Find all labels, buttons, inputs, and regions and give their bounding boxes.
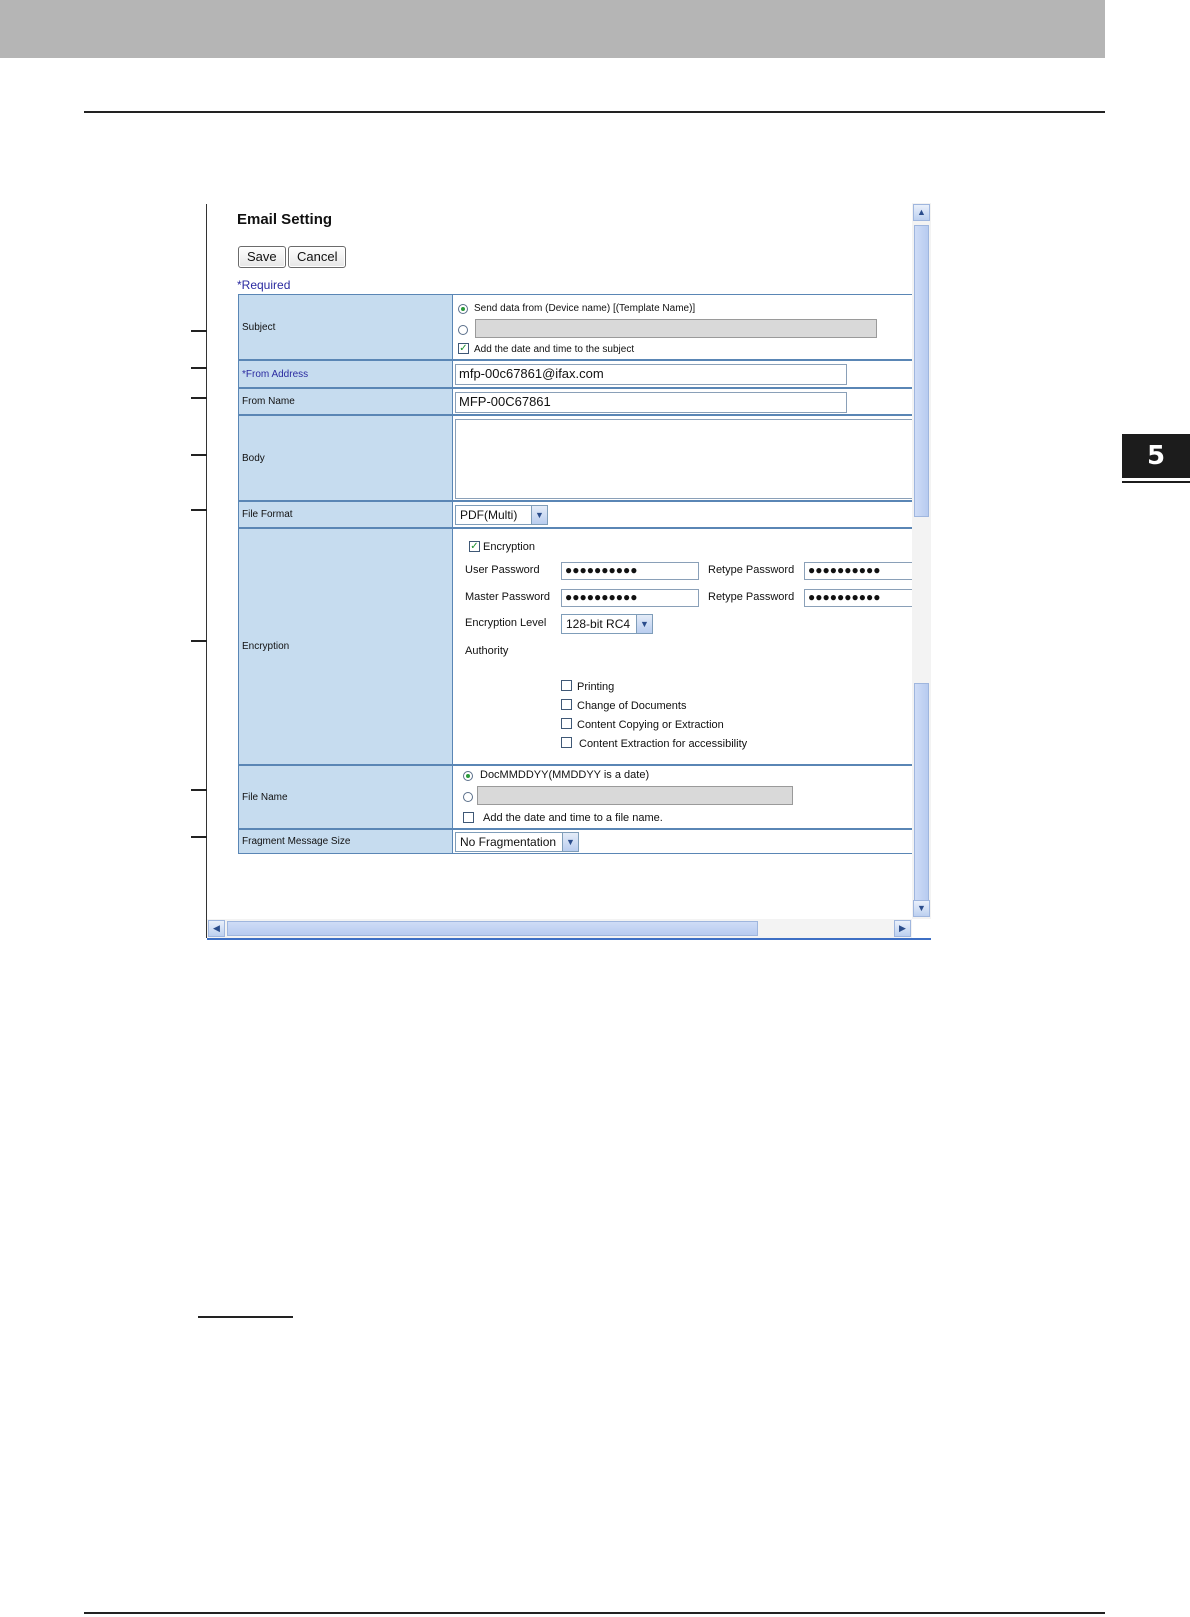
scroll-left-icon[interactable]: ◀: [208, 920, 225, 937]
chevron-down-icon[interactable]: ▼: [636, 615, 652, 633]
file-format-selected: PDF(Multi): [460, 508, 518, 522]
chevron-down-icon[interactable]: ▼: [531, 506, 547, 524]
file-name-default-option: DocMMDDYY(MMDDYY is a date): [480, 769, 650, 781]
horizontal-scroll-thumb[interactable]: [227, 921, 758, 936]
vertical-scroll-thumb[interactable]: [914, 225, 929, 517]
footer-rule: [84, 1612, 1105, 1614]
from-address-label-text: *From Address: [242, 368, 309, 380]
scroll-down-icon[interactable]: ▼: [913, 900, 930, 917]
encryption-label-text: Encryption: [242, 641, 290, 652]
from-address-input[interactable]: mfp-00c67861@ifax.com: [455, 364, 847, 385]
scroll-right-icon[interactable]: ▶: [894, 920, 911, 937]
encryption-level-label: Encryption Level: [465, 617, 547, 629]
body-textarea[interactable]: [455, 419, 912, 499]
window-bottom-border: [207, 938, 931, 940]
file-name-label: [238, 765, 453, 829]
subject-value-cell: [453, 294, 912, 360]
fragment-label-text: Fragment Message Size: [242, 836, 351, 847]
encryption-checkbox[interactable]: ✓: [470, 541, 479, 552]
chevron-down-icon[interactable]: ▼: [562, 833, 578, 851]
authority-copying-label: Content Copying or Extraction: [577, 719, 724, 731]
file-name-value-cell: [453, 765, 912, 829]
chapter-tab: 5: [1122, 434, 1190, 478]
file-format-label: [238, 501, 453, 528]
subject-default-radio[interactable]: [458, 304, 468, 314]
authority-change-docs-checkbox[interactable]: [561, 699, 572, 710]
file-name-label-text: File Name: [242, 791, 288, 803]
fragment-size-select[interactable]: [455, 832, 579, 852]
retype-master-password-label: Retype Password: [708, 591, 795, 603]
file-format-select[interactable]: [455, 505, 548, 525]
subject-datetime-label: Add the date and time to the subject: [474, 344, 635, 355]
horizontal-scrollbar[interactable]: [207, 919, 912, 938]
authority-accessibility-label: Content Extraction for accessibility: [579, 738, 748, 750]
retype-user-password-input[interactable]: ●●●●●●●●●●: [804, 562, 912, 580]
file-format-value-cell: [453, 501, 912, 528]
authority-printing-label: Printing: [577, 681, 615, 693]
master-password-label: Master Password: [465, 591, 550, 603]
body-value-cell: [453, 415, 912, 501]
fragment-label: [238, 829, 453, 854]
subject-custom-input[interactable]: [475, 319, 877, 338]
subject-label-text: Subject: [242, 321, 276, 333]
retype-master-password-input[interactable]: ●●●●●●●●●●: [804, 589, 912, 607]
file-name-default-radio[interactable]: [463, 771, 473, 781]
body-label: [238, 415, 453, 501]
encryption-value-cell: [453, 528, 912, 765]
user-password-label: User Password: [465, 564, 540, 576]
email-setting-window: [207, 203, 931, 939]
authority-change-docs-label: Change of Documents: [577, 700, 687, 712]
scroll-up-icon[interactable]: ▲: [913, 204, 930, 221]
header-band: [0, 0, 1105, 58]
encryption-level-select[interactable]: [561, 614, 653, 634]
master-password-input[interactable]: ●●●●●●●●●●: [561, 589, 699, 607]
authority-printing-checkbox[interactable]: [561, 680, 572, 691]
from-name-input[interactable]: MFP-00C67861: [455, 392, 847, 413]
encryption-checkbox-label: Encryption: [483, 541, 535, 553]
subject-datetime-checkbox[interactable]: ✓: [459, 343, 468, 354]
user-password-input[interactable]: ●●●●●●●●●●: [561, 562, 699, 580]
form-content: [207, 203, 912, 919]
from-address-label: [238, 360, 453, 388]
encryption-label: [238, 528, 453, 765]
fragment-value-cell: [453, 829, 912, 854]
authority-accessibility-checkbox[interactable]: [561, 737, 572, 748]
note-rule: [198, 1316, 293, 1318]
from-name-label: [238, 388, 453, 415]
vertical-scrollbar[interactable]: [912, 203, 931, 919]
vertical-scroll-thumb-lower[interactable]: [914, 683, 929, 901]
page-title: Email Setting: [237, 211, 333, 228]
file-format-label-text: File Format: [242, 509, 293, 520]
required-note: *Required: [237, 278, 291, 292]
from-address-value-cell: [453, 360, 912, 388]
encryption-level-selected: 128-bit RC4: [566, 617, 631, 631]
from-name-value-cell: [453, 388, 912, 415]
cancel-button[interactable]: Cancel: [288, 246, 346, 268]
header-rule: [84, 111, 1105, 113]
save-button[interactable]: Save: [238, 246, 286, 268]
body-label-text: Body: [242, 452, 265, 464]
chapter-tab-rule: [1122, 481, 1190, 483]
subject-default-option: Send data from (Device name) [(Template Name)]: [474, 303, 696, 314]
authority-label: Authority: [465, 645, 509, 657]
subject-custom-radio[interactable]: [458, 325, 468, 335]
subject-label: [238, 294, 453, 360]
file-name-custom-radio[interactable]: [463, 792, 473, 802]
retype-user-password-label: Retype Password: [708, 564, 795, 576]
authority-copying-checkbox[interactable]: [561, 718, 572, 729]
file-name-datetime-checkbox[interactable]: [463, 812, 474, 823]
from-name-label-text: From Name: [242, 396, 295, 407]
fragment-size-selected: No Fragmentation: [460, 835, 557, 849]
file-name-datetime-label: Add the date and time to a file name.: [483, 812, 663, 824]
file-name-custom-input[interactable]: [477, 786, 793, 805]
